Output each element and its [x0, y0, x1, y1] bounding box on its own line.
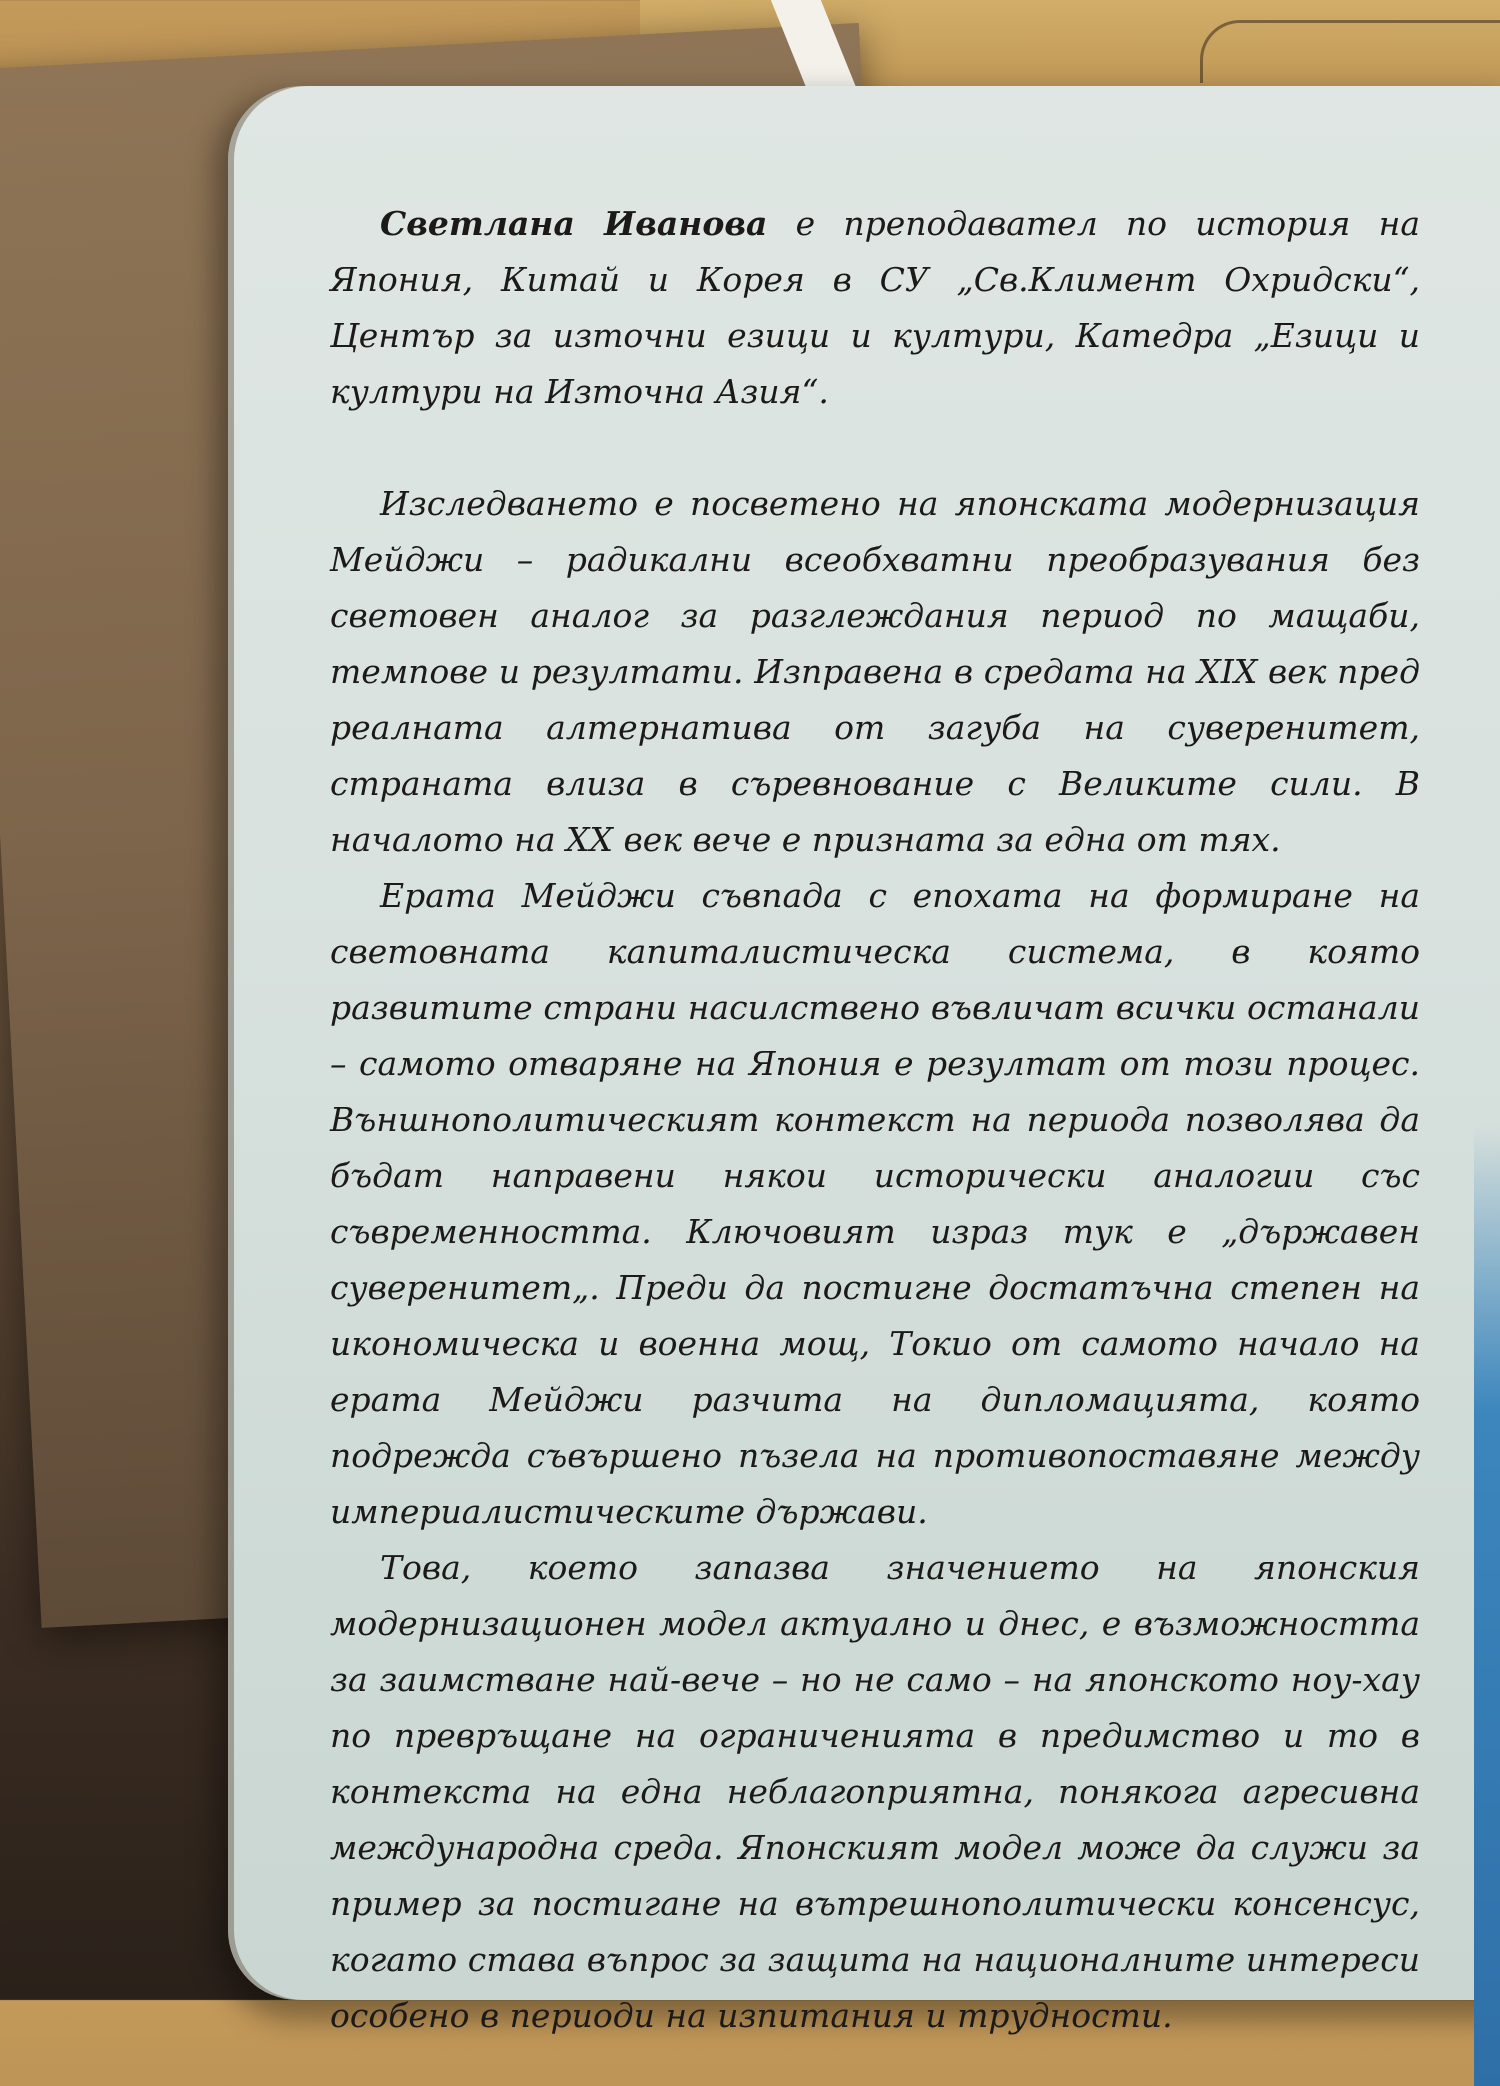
paragraph-research: Изследването е посветено на японската модернизация Мейджи – радикални всеобхватни преобразувания без световен аналог за разглеждания период по мащаби, темпове и резултати. Изправена в средата на XIX век пред реалната алтернатива от загуба на суверенитет, страната влиза в съревнование с Великите сили. В началото на XX век вече е призната за една от тях. — [330, 484, 1420, 859]
author-name: Светлана Иванова — [380, 204, 768, 243]
paragraph-meiji-era: Ерата Мейджи съвпада с епохата на формиране на световната капиталистическа система, в която развитите страни насилствено въвличат всички останали – самото отваряне на Япония е резултат от този процес. Външнополитическият контекст на периода позволява да бъдат направени някои исторически аналогии със съвременността. Ключовият израз тук е „държавен суверенитет„. Преди да постигне достатъчна степен на икономическа и военна мощ, Токио от самото начало на ерата Мейджи разчита на дипломацията, която подрежда съвършено пъзела на противопоставяне между империалистическите държави. — [330, 876, 1420, 1531]
paragraph-model-relevance: Това, което запазва значението на японския модернизационен модел актуално и днес, е възможността за заимстване най-вече – но не само – на японското ноу-хау по превръщане на ограниченията в предимство и то в контекста на една неблагоприятна, понякога агресивна международна среда. Японският модел може да служи за пример за постигане на вътрешнополитически консенсус, когато става въпрос за защита на националните интереси особено в периоди на изпитания и трудности. — [330, 1548, 1420, 2035]
card-edge — [1474, 1126, 1500, 2086]
cover-text — [330, 196, 1420, 2044]
author-bio-text: е преподавател по история на Япония, Китай и Корея в СУ „Св.Климент Охридски“, Център за източни езици и култури, Катедра „Езици и култури на Източна Азия“. — [330, 204, 1421, 411]
author-bio — [330, 196, 1420, 420]
map-drawing — [1200, 20, 1500, 83]
